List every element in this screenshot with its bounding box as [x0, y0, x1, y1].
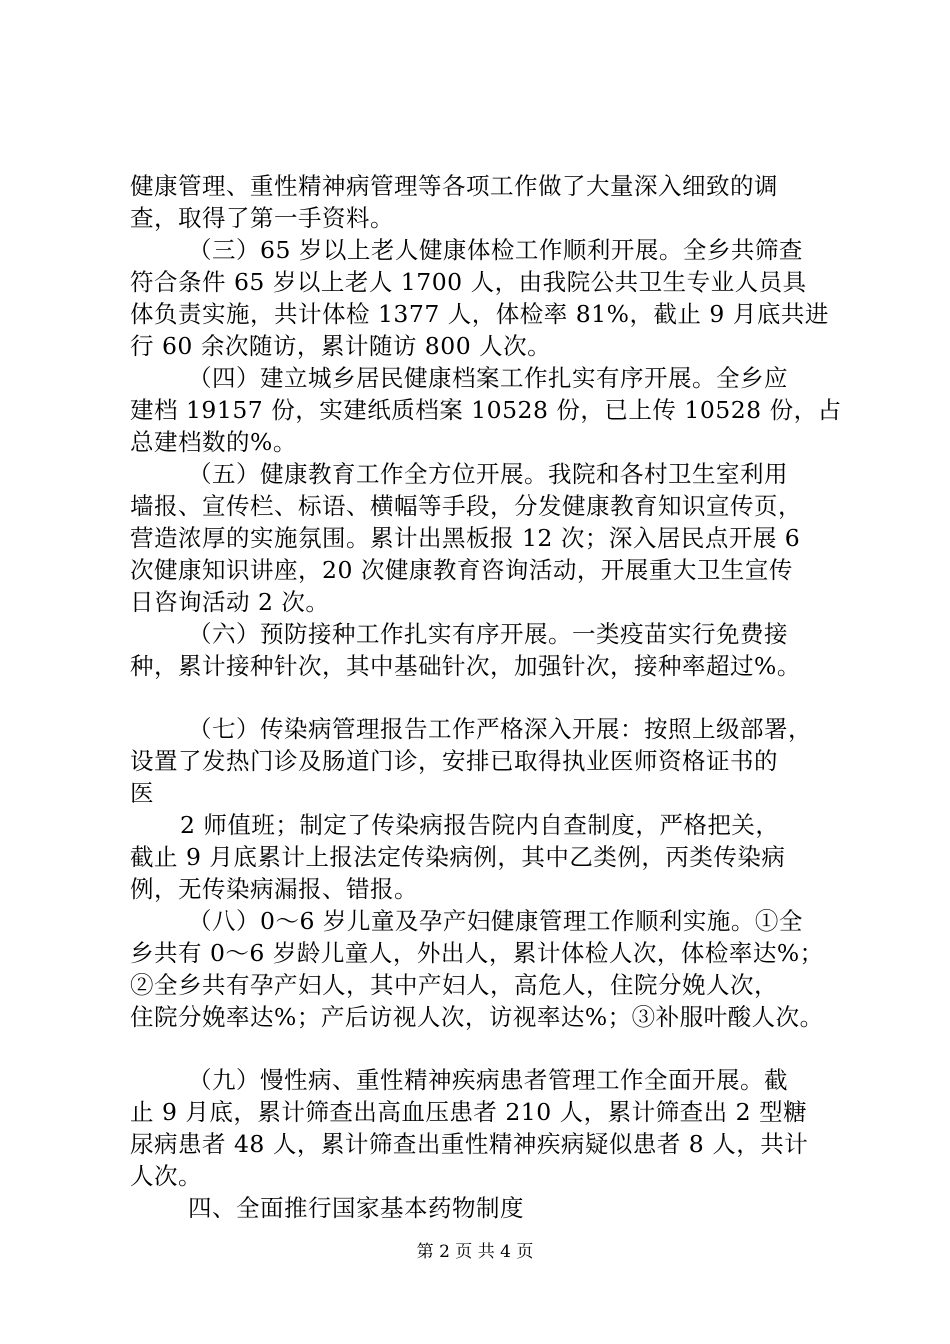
- text-line: 医: [130, 779, 154, 807]
- text-line: ②全乡共有孕产妇人，其中产妇人，高危人，住院分娩人次，: [130, 971, 778, 999]
- paragraph-gap: [130, 682, 830, 713]
- text-line: 种，累计接种针次，其中基础针次，加强针次，接种率超过%。: [130, 652, 801, 680]
- text-line: 建档 19157 份，实建纸质档案 10528 份，已上传 10528 份，占: [130, 396, 842, 424]
- text-line: 例，无传染病漏报、错报。: [130, 875, 418, 903]
- section-heading-8: （八）0～6 岁儿童及孕产妇健康管理工作顺利实施。①全: [188, 907, 803, 935]
- document-body: [130, 170, 842, 1224]
- text-line: 查，取得了第一手资料。: [130, 204, 394, 232]
- page-number-label: 第 2 页 共 4 页: [416, 1242, 534, 1262]
- text-line: 营造浓厚的实施氛围。累计出黑板报 12 次；深入居民点开展 6: [130, 524, 801, 552]
- text-line: 乡共有 0～6 岁龄儿童人，外出人，累计体检人次，体检率达%；: [130, 939, 824, 967]
- text-line: 墙报、宣传栏、标语、横幅等手段，分发健康教育知识宣传页，: [130, 492, 802, 520]
- text-line: 符合条件 65 岁以上老人 1700 人，由我院公共卫生专业人员具: [130, 268, 807, 296]
- text-line: 次健康知识讲座，20 次健康教育咨询活动，开展重大卫生宣传: [130, 556, 793, 584]
- text-line: 人次。: [130, 1162, 202, 1190]
- section-heading-3: （三）65 岁以上老人健康体检工作顺利开展。全乡共筛查: [188, 236, 803, 264]
- text-line: 截止 9 月底累计上报法定传染病例，其中乙类例，丙类传染病: [130, 843, 786, 871]
- section-heading-9: （九）慢性病、重性精神疾病患者管理工作全面开展。截: [188, 1066, 788, 1094]
- text-line: 止 9 月底，累计筛查出高血压患者 210 人，累计筛查出 2 型糖: [130, 1098, 808, 1126]
- text-line: 2 师值班；制定了传染病报告院内自查制度，严格把关，: [180, 811, 780, 839]
- section-heading-6: （六）预防接种工作扎实有序开展。一类疫苗实行免费接: [188, 620, 788, 648]
- text-line: 总建档数的%。: [130, 428, 297, 456]
- text-line: 体负责实施，共计体检 1377 人，体检率 81%，截止 9 月底共进: [130, 300, 829, 328]
- section-heading-7: （七）传染病管理报告工作严格深入开展：按照上级部署，: [188, 715, 812, 743]
- page-footer: [0, 1240, 950, 1264]
- text-line: 日咨询活动 2 次。: [130, 588, 330, 616]
- text-line: 健康管理、重性精神病管理等各项工作做了大量深入细致的调: [130, 172, 778, 200]
- paragraph-gap: [130, 1033, 830, 1064]
- text-line: 住院分娩率达%；产后访视人次，访视率达%；③补服叶酸人次。: [130, 1003, 824, 1031]
- chapter-heading: 四、全面推行国家基本药物制度: [188, 1194, 524, 1222]
- text-line: 设置了发热门诊及肠道门诊，安排已取得执业医师资格证书的: [130, 747, 778, 775]
- text-line: 尿病患者 48 人，累计筛查出重性精神疾病疑似患者 8 人，共计: [130, 1130, 809, 1158]
- section-heading-5: （五）健康教育工作全方位开展。我院和各村卫生室利用: [188, 460, 788, 488]
- text-line: 行 60 余次随访，累计随访 800 人次。: [130, 332, 552, 360]
- section-heading-4: （四）建立城乡居民健康档案工作扎实有序开展。全乡应: [188, 364, 788, 392]
